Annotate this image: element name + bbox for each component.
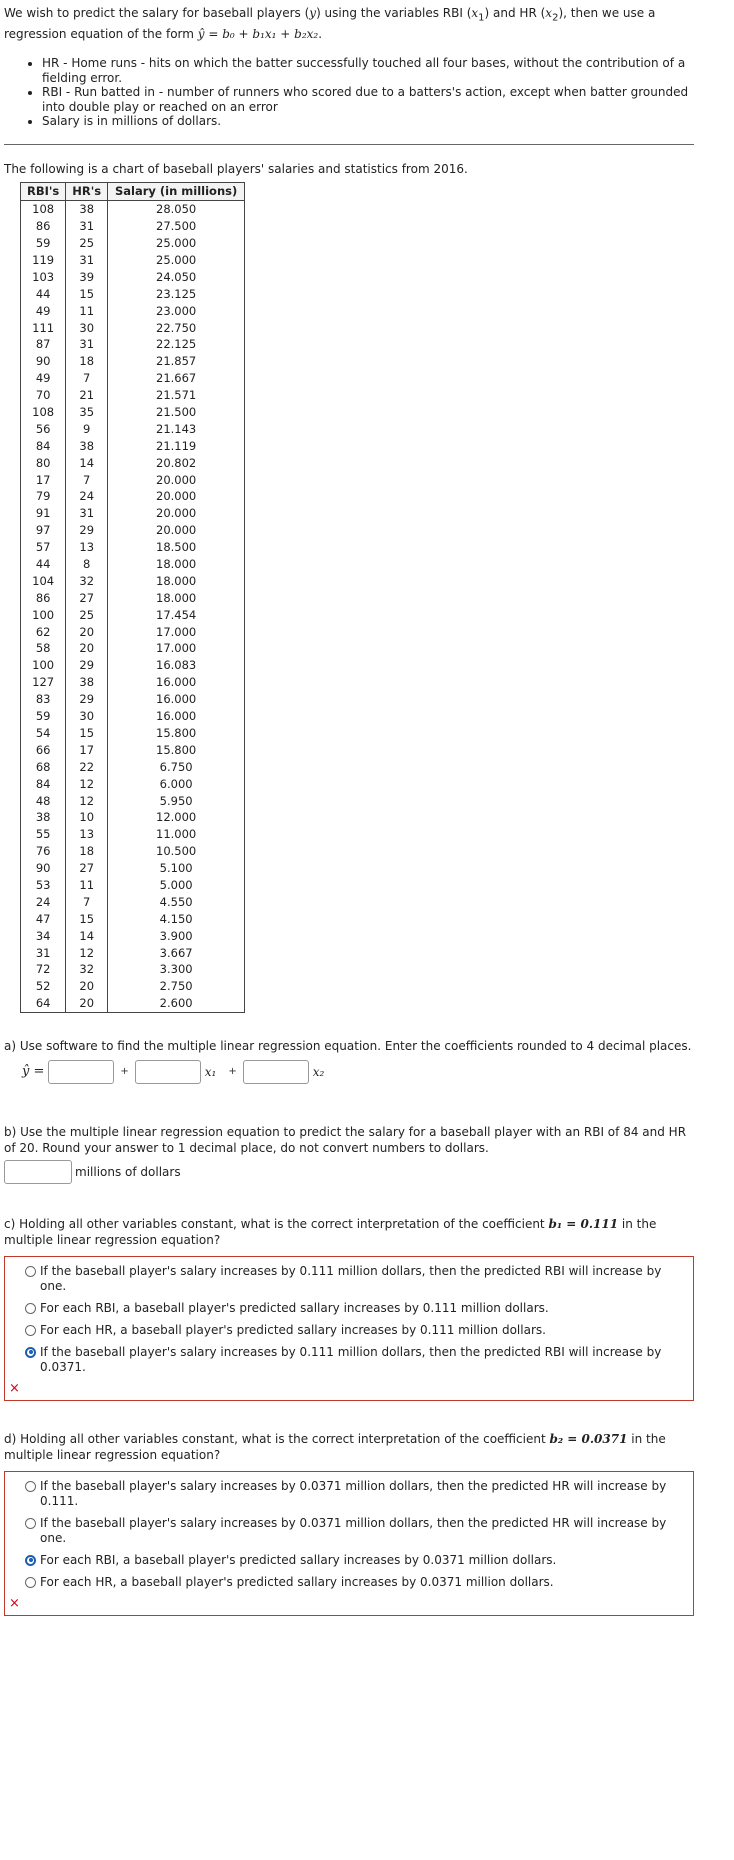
rbi-cell: 48	[21, 792, 66, 809]
b2-input[interactable]	[243, 1060, 309, 1084]
x2-label: x₂	[312, 1064, 325, 1079]
salary-cell: 20.000	[108, 471, 245, 488]
salary-cell: 18.500	[108, 539, 245, 556]
hr-cell: 29	[66, 657, 108, 674]
hr-cell: 18	[66, 353, 108, 370]
table-row	[21, 944, 245, 961]
hr-cell: 15	[66, 910, 108, 927]
hr-cell: 22	[66, 758, 108, 775]
option[interactable]: If the baseball player's salary increases by 0.111 million dollars, then the predicted RBI will increase by one.	[25, 1264, 683, 1294]
question-c-text: c) Holding all other variables constant, what is the correct interpretation of the coefficient b₁ = 0.111 in the multiple linear regression equation?	[4, 1216, 657, 1247]
salary-cell: 24.050	[108, 268, 245, 285]
incorrect-icon: ×	[9, 1380, 20, 1396]
question-d-options	[4, 1471, 694, 1616]
table-row	[21, 725, 245, 742]
salary-cell: 20.000	[108, 522, 245, 539]
question-b-text: b) Use the multiple linear regression equation to predict the salary for a baseball player with an RBI of 84 and HR of 20. Round your answer to 1 decimal place, do not convert numbers to dollars.	[4, 1124, 687, 1155]
hr-cell: 31	[66, 218, 108, 235]
salary-cell: 21.857	[108, 353, 245, 370]
salary-cell: 3.900	[108, 927, 245, 944]
incorrect-icon: ×	[9, 1595, 20, 1611]
hr-cell: 38	[66, 437, 108, 454]
radio-button[interactable]	[25, 1518, 36, 1529]
hr-cell: 12	[66, 792, 108, 809]
salary-cell: 10.500	[108, 843, 245, 860]
table-row	[21, 809, 245, 826]
rbi-cell: 119	[21, 252, 66, 269]
hr-cell: 35	[66, 404, 108, 421]
table-row	[21, 437, 245, 454]
option[interactable]: For each HR, a baseball player's predicted sallary increases by 0.111 million dollars.	[25, 1323, 683, 1338]
hr-cell: 32	[66, 961, 108, 978]
hr-cell: 12	[66, 944, 108, 961]
note-hr: • HR - Home runs - hits on which the batter successfully touched all four bases, without the contribution of a fielding error.	[42, 56, 694, 85]
rbi-cell: 127	[21, 674, 66, 691]
salary-prediction-input[interactable]	[4, 1160, 72, 1184]
table-row	[21, 589, 245, 606]
table-row	[21, 657, 245, 674]
salary-cell: 22.125	[108, 336, 245, 353]
table-row	[21, 995, 245, 1012]
table-row	[21, 404, 245, 421]
question-d-text: d) Holding all other variables constant, what is the correct interpretation of the coefficient b₂ = 0.0371 in the multiple linear regression equation?	[4, 1431, 666, 1462]
hr-cell: 13	[66, 539, 108, 556]
rbi-cell: 47	[21, 910, 66, 927]
table-row	[21, 302, 245, 319]
rbi-cell: 104	[21, 572, 66, 589]
rbi-cell: 44	[21, 556, 66, 573]
salary-cell: 18.000	[108, 556, 245, 573]
question-b	[4, 1124, 694, 1186]
rbi-cell: 108	[21, 404, 66, 421]
radio-button[interactable]	[25, 1303, 36, 1314]
equation-row	[22, 1058, 694, 1086]
hr-cell: 14	[66, 927, 108, 944]
rbi-cell: 100	[21, 657, 66, 674]
hr-cell: 11	[66, 302, 108, 319]
salary-cell: 5.000	[108, 877, 245, 894]
table-row	[21, 505, 245, 522]
hr-cell: 30	[66, 708, 108, 725]
table-row	[21, 336, 245, 353]
salary-cell: 23.125	[108, 285, 245, 302]
salary-cell: 25.000	[108, 235, 245, 252]
rbi-cell: 17	[21, 471, 66, 488]
table-row	[21, 488, 245, 505]
hr-cell: 39	[66, 268, 108, 285]
hr-cell: 30	[66, 319, 108, 336]
rbi-cell: 57	[21, 539, 66, 556]
col-rbi: RBI's	[21, 182, 66, 200]
regression-form: ŷ = b₀ + b₁x₁ + b₂x₂	[197, 27, 319, 42]
option[interactable]: For each RBI, a baseball player's predicted sallary increases by 0.111 million dollars.	[25, 1301, 683, 1316]
salary-cell: 21.571	[108, 387, 245, 404]
plus-sign: +	[228, 1066, 237, 1078]
table-row	[21, 640, 245, 657]
b1-coef: b₁ = 0.111	[548, 1216, 619, 1231]
table-row	[21, 370, 245, 387]
rbi-cell: 70	[21, 387, 66, 404]
salary-cell: 11.000	[108, 826, 245, 843]
salary-cell: 23.000	[108, 302, 245, 319]
rbi-cell: 87	[21, 336, 66, 353]
hr-cell: 9	[66, 420, 108, 437]
rbi-cell: 76	[21, 843, 66, 860]
rbi-cell: 34	[21, 927, 66, 944]
rbi-cell: 90	[21, 353, 66, 370]
hr-cell: 25	[66, 606, 108, 623]
table-row	[21, 623, 245, 640]
b2-coef: b₂ = 0.0371	[549, 1431, 628, 1446]
salary-cell: 21.143	[108, 420, 245, 437]
plus-sign: +	[120, 1066, 129, 1078]
option[interactable]: If the baseball player's salary increases by 0.0371 million dollars, then the predicted HR will increase by 0.111.	[25, 1479, 683, 1509]
rbi-cell: 49	[21, 370, 66, 387]
table-row	[21, 792, 245, 809]
table-row	[21, 319, 245, 336]
rbi-cell: 111	[21, 319, 66, 336]
rbi-cell: 59	[21, 708, 66, 725]
rbi-cell: 62	[21, 623, 66, 640]
question-a	[4, 1038, 694, 1086]
salary-cell: 3.300	[108, 961, 245, 978]
table-row	[21, 200, 245, 217]
salary-cell: 18.000	[108, 589, 245, 606]
hr-cell: 31	[66, 336, 108, 353]
rbi-cell: 72	[21, 961, 66, 978]
option[interactable]: For each RBI, a baseball player's predicted sallary increases by 0.0371 million dollars.	[25, 1553, 683, 1568]
hr-cell: 11	[66, 877, 108, 894]
salary-cell: 15.800	[108, 725, 245, 742]
hr-cell: 18	[66, 843, 108, 860]
salary-cell: 21.667	[108, 370, 245, 387]
hr-cell: 38	[66, 674, 108, 691]
rbi-cell: 66	[21, 741, 66, 758]
salary-cell: 6.750	[108, 758, 245, 775]
table-row	[21, 741, 245, 758]
table-row	[21, 606, 245, 623]
table-row	[21, 758, 245, 775]
rbi-cell: 38	[21, 809, 66, 826]
table-row	[21, 860, 245, 877]
hr-cell: 29	[66, 691, 108, 708]
radio-button[interactable]	[25, 1577, 36, 1588]
salary-cell: 20.802	[108, 454, 245, 471]
note-salary: • Salary is in millions of dollars.	[42, 114, 694, 129]
rbi-cell: 49	[21, 302, 66, 319]
salary-cell: 28.050	[108, 200, 245, 217]
salary-cell: 2.600	[108, 995, 245, 1012]
intro-paragraph: We wish to predict the salary for baseball players (y) using the variables RBI $(x_1)$ and HR $(x_2)$, then we use a regression equation of the form ŷ = b₀ + b₁x₁ + b₂x₂.	[4, 6, 656, 42]
rbi-cell: 97	[21, 522, 66, 539]
salary-cell: 12.000	[108, 809, 245, 826]
rbi-cell: 64	[21, 995, 66, 1012]
table-row	[21, 843, 245, 860]
chart-intro: The following is a chart of baseball players' salaries and statistics from 2016.	[4, 161, 468, 176]
option[interactable]: For each HR, a baseball player's predicted sallary increases by 0.0371 million dollars.	[25, 1575, 683, 1590]
rbi-cell: 103	[21, 268, 66, 285]
hr-cell: 8	[66, 556, 108, 573]
radio-button[interactable]	[25, 1325, 36, 1336]
hr-cell: 31	[66, 505, 108, 522]
hr-cell: 15	[66, 725, 108, 742]
rbi-cell: 100	[21, 606, 66, 623]
question-d	[4, 1431, 694, 1616]
table-row	[21, 218, 245, 235]
x1-label: x₁	[204, 1064, 217, 1079]
hr-cell: 38	[66, 200, 108, 217]
table-row	[21, 235, 245, 252]
hr-cell: 12	[66, 775, 108, 792]
table-row	[21, 522, 245, 539]
hr-cell: 20	[66, 978, 108, 995]
rbi-cell: 59	[21, 235, 66, 252]
salary-cell: 4.150	[108, 910, 245, 927]
hr-cell: 7	[66, 370, 108, 387]
rbi-cell: 52	[21, 978, 66, 995]
hr-cell: 31	[66, 252, 108, 269]
question-c-options	[4, 1256, 694, 1401]
rbi-cell: 79	[21, 488, 66, 505]
hr-cell: 20	[66, 623, 108, 640]
hr-cell: 17	[66, 741, 108, 758]
rbi-cell: 84	[21, 775, 66, 792]
salary-cell: 6.000	[108, 775, 245, 792]
rbi-cell: 53	[21, 877, 66, 894]
salary-cell: 16.000	[108, 708, 245, 725]
salary-cell: 17.000	[108, 623, 245, 640]
table-row	[21, 353, 245, 370]
rbi-cell: 54	[21, 725, 66, 742]
table-row	[21, 556, 245, 573]
hr-cell: 20	[66, 640, 108, 657]
table-row	[21, 708, 245, 725]
hr-cell: 20	[66, 995, 108, 1012]
rbi-cell: 68	[21, 758, 66, 775]
definitions-list	[4, 56, 694, 129]
hr-cell: 29	[66, 522, 108, 539]
rbi-cell: 56	[21, 420, 66, 437]
hr-cell: 15	[66, 285, 108, 302]
salary-cell: 3.667	[108, 944, 245, 961]
rbi-cell: 86	[21, 589, 66, 606]
hr-cell: 32	[66, 572, 108, 589]
salary-cell: 20.000	[108, 505, 245, 522]
table-row	[21, 978, 245, 995]
b0-input[interactable]	[48, 1060, 114, 1084]
hr-cell: 13	[66, 826, 108, 843]
table-row	[21, 674, 245, 691]
salary-cell: 17.454	[108, 606, 245, 623]
salary-cell: 22.750	[108, 319, 245, 336]
b1-input[interactable]	[135, 1060, 201, 1084]
option[interactable]: If the baseball player's salary increases by 0.0371 million dollars, then the predicted HR will increase by one.	[25, 1516, 683, 1546]
hr-cell: 14	[66, 454, 108, 471]
unit-label: millions of dollars	[75, 1164, 181, 1179]
rbi-cell: 24	[21, 893, 66, 910]
radio-button-selected[interactable]	[25, 1555, 36, 1566]
table-row	[21, 910, 245, 927]
y-hat-label: ŷ =	[22, 1064, 45, 1080]
hr-cell: 27	[66, 860, 108, 877]
table-row	[21, 539, 245, 556]
table-row	[21, 775, 245, 792]
salary-cell: 15.800	[108, 741, 245, 758]
question-c	[4, 1216, 694, 1401]
radio-button[interactable]	[25, 1266, 36, 1277]
salary-cell: 21.119	[108, 437, 245, 454]
rbi-cell: 83	[21, 691, 66, 708]
salary-cell: 5.100	[108, 860, 245, 877]
table-row	[21, 252, 245, 269]
y-variable: y	[309, 6, 317, 20]
rbi-cell: 31	[21, 944, 66, 961]
table-row	[21, 893, 245, 910]
table-row	[21, 927, 245, 944]
hr-cell: 7	[66, 893, 108, 910]
note-rbi: • RBI - Run batted in - number of runners who scored due to a batters's action, except when batter grounded into double play or reached on an error	[42, 85, 694, 114]
hr-cell: 25	[66, 235, 108, 252]
table-row	[21, 268, 245, 285]
table-row	[21, 454, 245, 471]
table-row	[21, 826, 245, 843]
table-row	[21, 877, 245, 894]
table-row	[21, 572, 245, 589]
table-row	[21, 387, 245, 404]
salary-cell: 18.000	[108, 572, 245, 589]
rbi-cell: 58	[21, 640, 66, 657]
col-hr: HR's	[66, 182, 108, 200]
rbi-cell: 55	[21, 826, 66, 843]
table-row	[21, 691, 245, 708]
divider	[4, 144, 694, 145]
salary-cell: 16.000	[108, 674, 245, 691]
question-a-text: a) Use software to find the multiple linear regression equation. Enter the coefficients rounded to 4 decimal places.	[4, 1038, 692, 1053]
rbi-cell: 84	[21, 437, 66, 454]
rbi-cell: 108	[21, 200, 66, 217]
salary-cell: 2.750	[108, 978, 245, 995]
salary-cell: 25.000	[108, 252, 245, 269]
hr-cell: 7	[66, 471, 108, 488]
rbi-cell: 91	[21, 505, 66, 522]
rbi-cell: 90	[21, 860, 66, 877]
table-row	[21, 961, 245, 978]
salary-cell: 27.500	[108, 218, 245, 235]
hr-cell: 27	[66, 589, 108, 606]
table-row	[21, 471, 245, 488]
salary-cell: 16.083	[108, 657, 245, 674]
salary-cell: 5.950	[108, 792, 245, 809]
table-row	[21, 420, 245, 437]
hr-cell: 24	[66, 488, 108, 505]
hr-cell: 10	[66, 809, 108, 826]
table-row	[21, 285, 245, 302]
salary-table	[20, 182, 245, 1013]
radio-button-selected[interactable]	[25, 1347, 36, 1358]
salary-cell: 16.000	[108, 691, 245, 708]
col-salary: Salary (in millions)	[108, 182, 245, 200]
rbi-cell: 44	[21, 285, 66, 302]
hr-cell: 21	[66, 387, 108, 404]
radio-button[interactable]	[25, 1481, 36, 1492]
salary-cell: 21.500	[108, 404, 245, 421]
rbi-cell: 86	[21, 218, 66, 235]
salary-cell: 4.550	[108, 893, 245, 910]
salary-cell: 20.000	[108, 488, 245, 505]
option[interactable]: If the baseball player's salary increases by 0.111 million dollars, then the predicted RBI will increase by 0.0371.	[25, 1345, 683, 1375]
rbi-cell: 80	[21, 454, 66, 471]
salary-cell: 17.000	[108, 640, 245, 657]
